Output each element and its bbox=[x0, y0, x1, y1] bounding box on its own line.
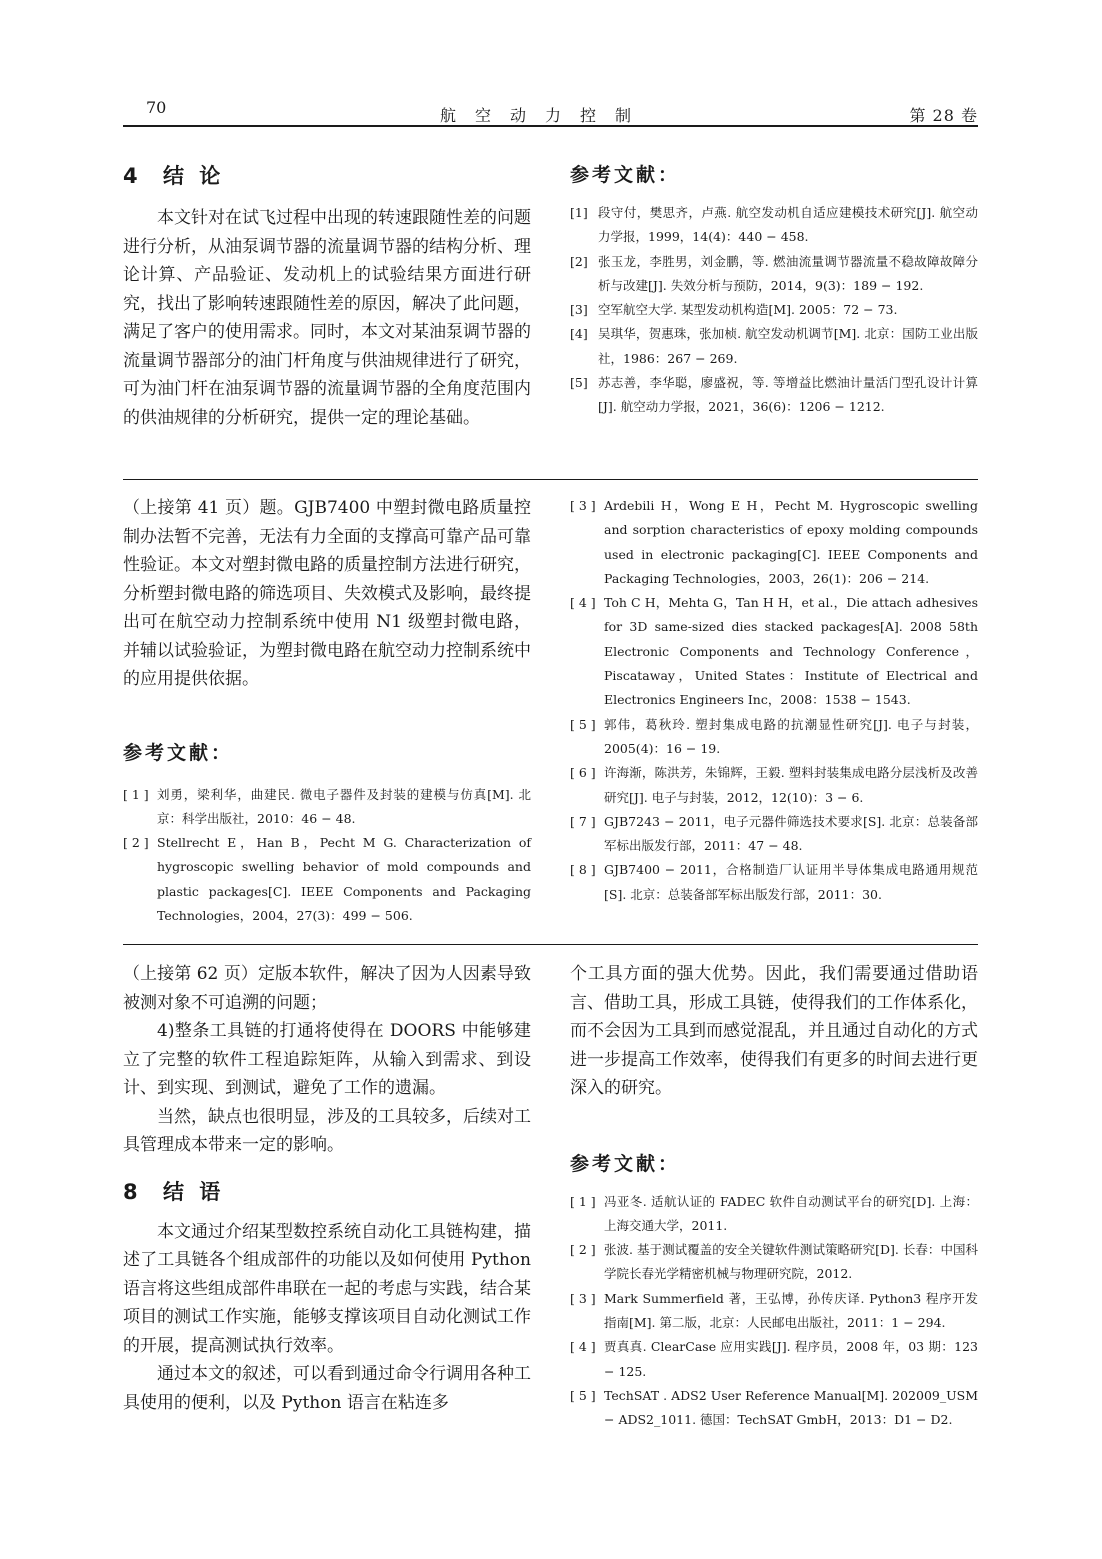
references-heading: 参考文献： bbox=[570, 1152, 681, 1175]
references-list bbox=[570, 1190, 978, 1433]
continued-article-column bbox=[123, 494, 531, 928]
reference-item: [ 1 ] 刘勇，梁利华，曲建民. 微电子器件及封装的建模与仿真[M]. 北京：科学出版社，2010：46 − 48. bbox=[123, 786, 531, 826]
body-paragraph: （上接第 62 页）定版本软件，解决了因为人因素导致被测对象不可追溯的问题； bbox=[123, 964, 531, 1013]
journal-title: 航空动力控制 bbox=[440, 106, 651, 125]
toolchain-article-right bbox=[570, 960, 978, 1432]
reference-item: [ 5 ] 郭伟，葛秋玲. 塑封集成电路的抗潮显性研究[J]. 电子与封装，2005(4)：16 − 19. bbox=[570, 716, 978, 756]
references-heading: 参考文献： bbox=[123, 741, 234, 764]
conclusion-paragraph: 本文针对在试飞过程中出现的转速跟随性差的问题进行分析，从油泵调节器的流量调节器的结构分析、理论计算、产品验证、发动机上的试验结果方面进行研究，找出了影响转速跟随性差的原因，解决了此问题，满足了客户的使用需求。同时，本文对某油泵调节器的流量调节器部分的油门杆角度与供油规律进行了研究，可为油门杆在油泵调节器的流量调节器的全角度范围内的供油规律的分析研究，提供一定的理论基础。 bbox=[123, 208, 531, 428]
references-heading: 参考文献： bbox=[570, 164, 681, 186]
reference-item: [ 7 ] GJB7243 − 2011，电子元器件筛选技术要求[S]. 北京：总装备部军标出版发行部，2011：47 − 48. bbox=[570, 813, 978, 854]
reference-item: [4] 吴琪华，贺惠珠，张加桢. 航空发动机调节[M]. 北京：国防工业出版社，1986：267 − 269. bbox=[570, 326, 978, 366]
section-number: 4 bbox=[123, 164, 138, 188]
references-list bbox=[123, 783, 531, 929]
reference-item: [ 3 ] Ardebili H，Wong E H，Pecht M. Hygroscopic swelling and sorption characteristics of epoxy molding compounds used in electronic packaging[C]. IEEE Components and Packaging Technologies，2003，26(1)：206 − 214. bbox=[570, 498, 978, 586]
references-list bbox=[570, 201, 978, 420]
reference-item: [5] 苏志善，李华聪，廖盛祝，等. 等增益比燃油计量活门型孔设计计算[J]. 航空动力学报，2021，36(6)：1206 − 1212. bbox=[570, 375, 978, 415]
body-paragraph: 当然，缺点也很明显，涉及的工具较多，后续对工具管理成本带来一定的影响。 bbox=[123, 1106, 531, 1155]
volume-label: 第 28 卷 bbox=[909, 106, 978, 125]
reference-item: [1] 段守付，樊思齐，卢燕. 航空发动机自适应建模技术研究[J]. 航空动力学报，1999，14(4)：440 − 458. bbox=[570, 205, 978, 245]
section-number: 8 bbox=[123, 1179, 138, 1204]
reference-item: [3] 空军航空大学. 某型发动机构造[M]. 2005：72 − 73. bbox=[570, 302, 898, 318]
references-column-2 bbox=[570, 494, 978, 907]
section-divider bbox=[123, 944, 978, 945]
reference-item: [ 5 ] TechSAT . ADS2 User Reference Manual[M]. 202009_USM − ADS2_1011. 德国：TechSAT GmbH，2013：D1 − D2. bbox=[570, 1387, 978, 1428]
references-list bbox=[570, 494, 978, 907]
body-paragraph: 4)整条工具链的打通将使得在 DOORS 中能够建立了完整的软件工程追踪矩阵，从输入到需求、到设计、到实现、到测试，避免了工作的遗漏。 bbox=[123, 1021, 531, 1098]
page-number: 70 bbox=[146, 98, 167, 117]
reference-item: [ 8 ] GJB7400 − 2011，合格制造厂认证用半导体集成电路通用规范[S]. 北京：总装备部军标出版发行部，2011：30. bbox=[570, 862, 978, 902]
reference-item: [ 2 ] Stellrecht E，Han B，Pecht M G. Characterization of hygroscopic swelling behavior of mold compounds and plastic packages[C]. IEEE Components and Packaging Technologies，2004，27(3)：499 − 506. bbox=[123, 835, 531, 923]
reference-item: [ 4 ] Toh C H，Mehta G，Tan H H，et al.，Die attach adhesives for 3D same-sized dies stacked packages[A]. 2008 58th Electronic Components and Technology Conference，Piscataway，United States：Institute of Electrical and Electronics Engineers Inc，2008：1538 − 1543. bbox=[570, 595, 978, 708]
body-paragraph: 通过本文的叙述，可以看到通过命令行调用各种工具使用的便利，以及 Python 语言在粘连多 bbox=[123, 1364, 531, 1413]
section-title: 结 论 bbox=[163, 164, 225, 188]
section-divider bbox=[123, 479, 978, 480]
section-title: 结 语 bbox=[163, 1179, 225, 1204]
body-paragraph: 本文通过介绍某型数控系统自动化工具链构建，描述了工具链各个组成部件的功能以及如何使用 Python 语言将这些组成部件串联在一起的考虑与实践，结合某项目的测试工作实施，能够支撑该项目自动化测试工作的开展，提高测试执行效率。 bbox=[123, 1221, 531, 1356]
header-rule bbox=[123, 125, 978, 127]
reference-item: [ 3 ] Mark Summerfield 著，王弘博，孙传庆译. Python3 程序开发指南[M]. 第二版，北京：人民邮电出版社，2011：1 − 294. bbox=[570, 1290, 978, 1330]
reference-item: [ 2 ] 张波. 基于测试覆盖的安全关键软件测试策略研究[D]. 长春：中国科学院长春光学精密机械与物理研究院，2012. bbox=[570, 1242, 978, 1282]
conclusion-column bbox=[123, 160, 531, 432]
reference-item: [ 6 ] 许海渐，陈洪芳，朱锦辉，王毅. 塑料封装集成电路分层浅析及改善研究[J]. 电子与封装，2012，12(10)：3 − 6. bbox=[570, 765, 978, 805]
references-column-1 bbox=[570, 160, 978, 420]
section-heading bbox=[123, 1176, 531, 1206]
section-heading bbox=[123, 160, 531, 190]
reference-item: [ 4 ] 贾真真. ClearCase 应用实践[J]. 程序员，2008 年，03 期：123 − 125. bbox=[570, 1339, 978, 1379]
body-paragraph: 个工具方面的强大优势。因此，我们需要通过借助语言、借助工具，形成工具链，使得我们的工作体系化，而不会因为工具到而感觉混乱，并且通过自动化的方式进一步提高工作效率，使得我们有更多的时间去进行更深入的研究。 bbox=[570, 964, 978, 1098]
reference-item: [2] 张玉龙，李胜男，刘金鹏，等. 燃油流量调节器流量不稳故障故障分析与改建[J]. 失效分析与预防，2014，9(3)：189 − 192. bbox=[570, 253, 978, 293]
reference-item: [ 1 ] 冯亚冬. 适航认证的 FADEC 软件自动测试平台的研究[D]. 上海：上海交通大学，2011. bbox=[570, 1193, 978, 1233]
continued-paragraph: （上接第 41 页）题。GJB7400 中塑封微电路质量控制办法暂不完善，无法有力全面的支撑高可靠产品可靠性验证。本文对塑封微电路的质量控制方法进行研究，分析塑封微电路的筛选项目、失效模式及影响，最终提出可在航空动力控制系统中使用 N1 级塑封微电路，并辅以试验验证，为塑封微电路在航空动力控制系统中的应用提供依据。 bbox=[123, 498, 531, 689]
toolchain-article-left bbox=[123, 960, 531, 1417]
